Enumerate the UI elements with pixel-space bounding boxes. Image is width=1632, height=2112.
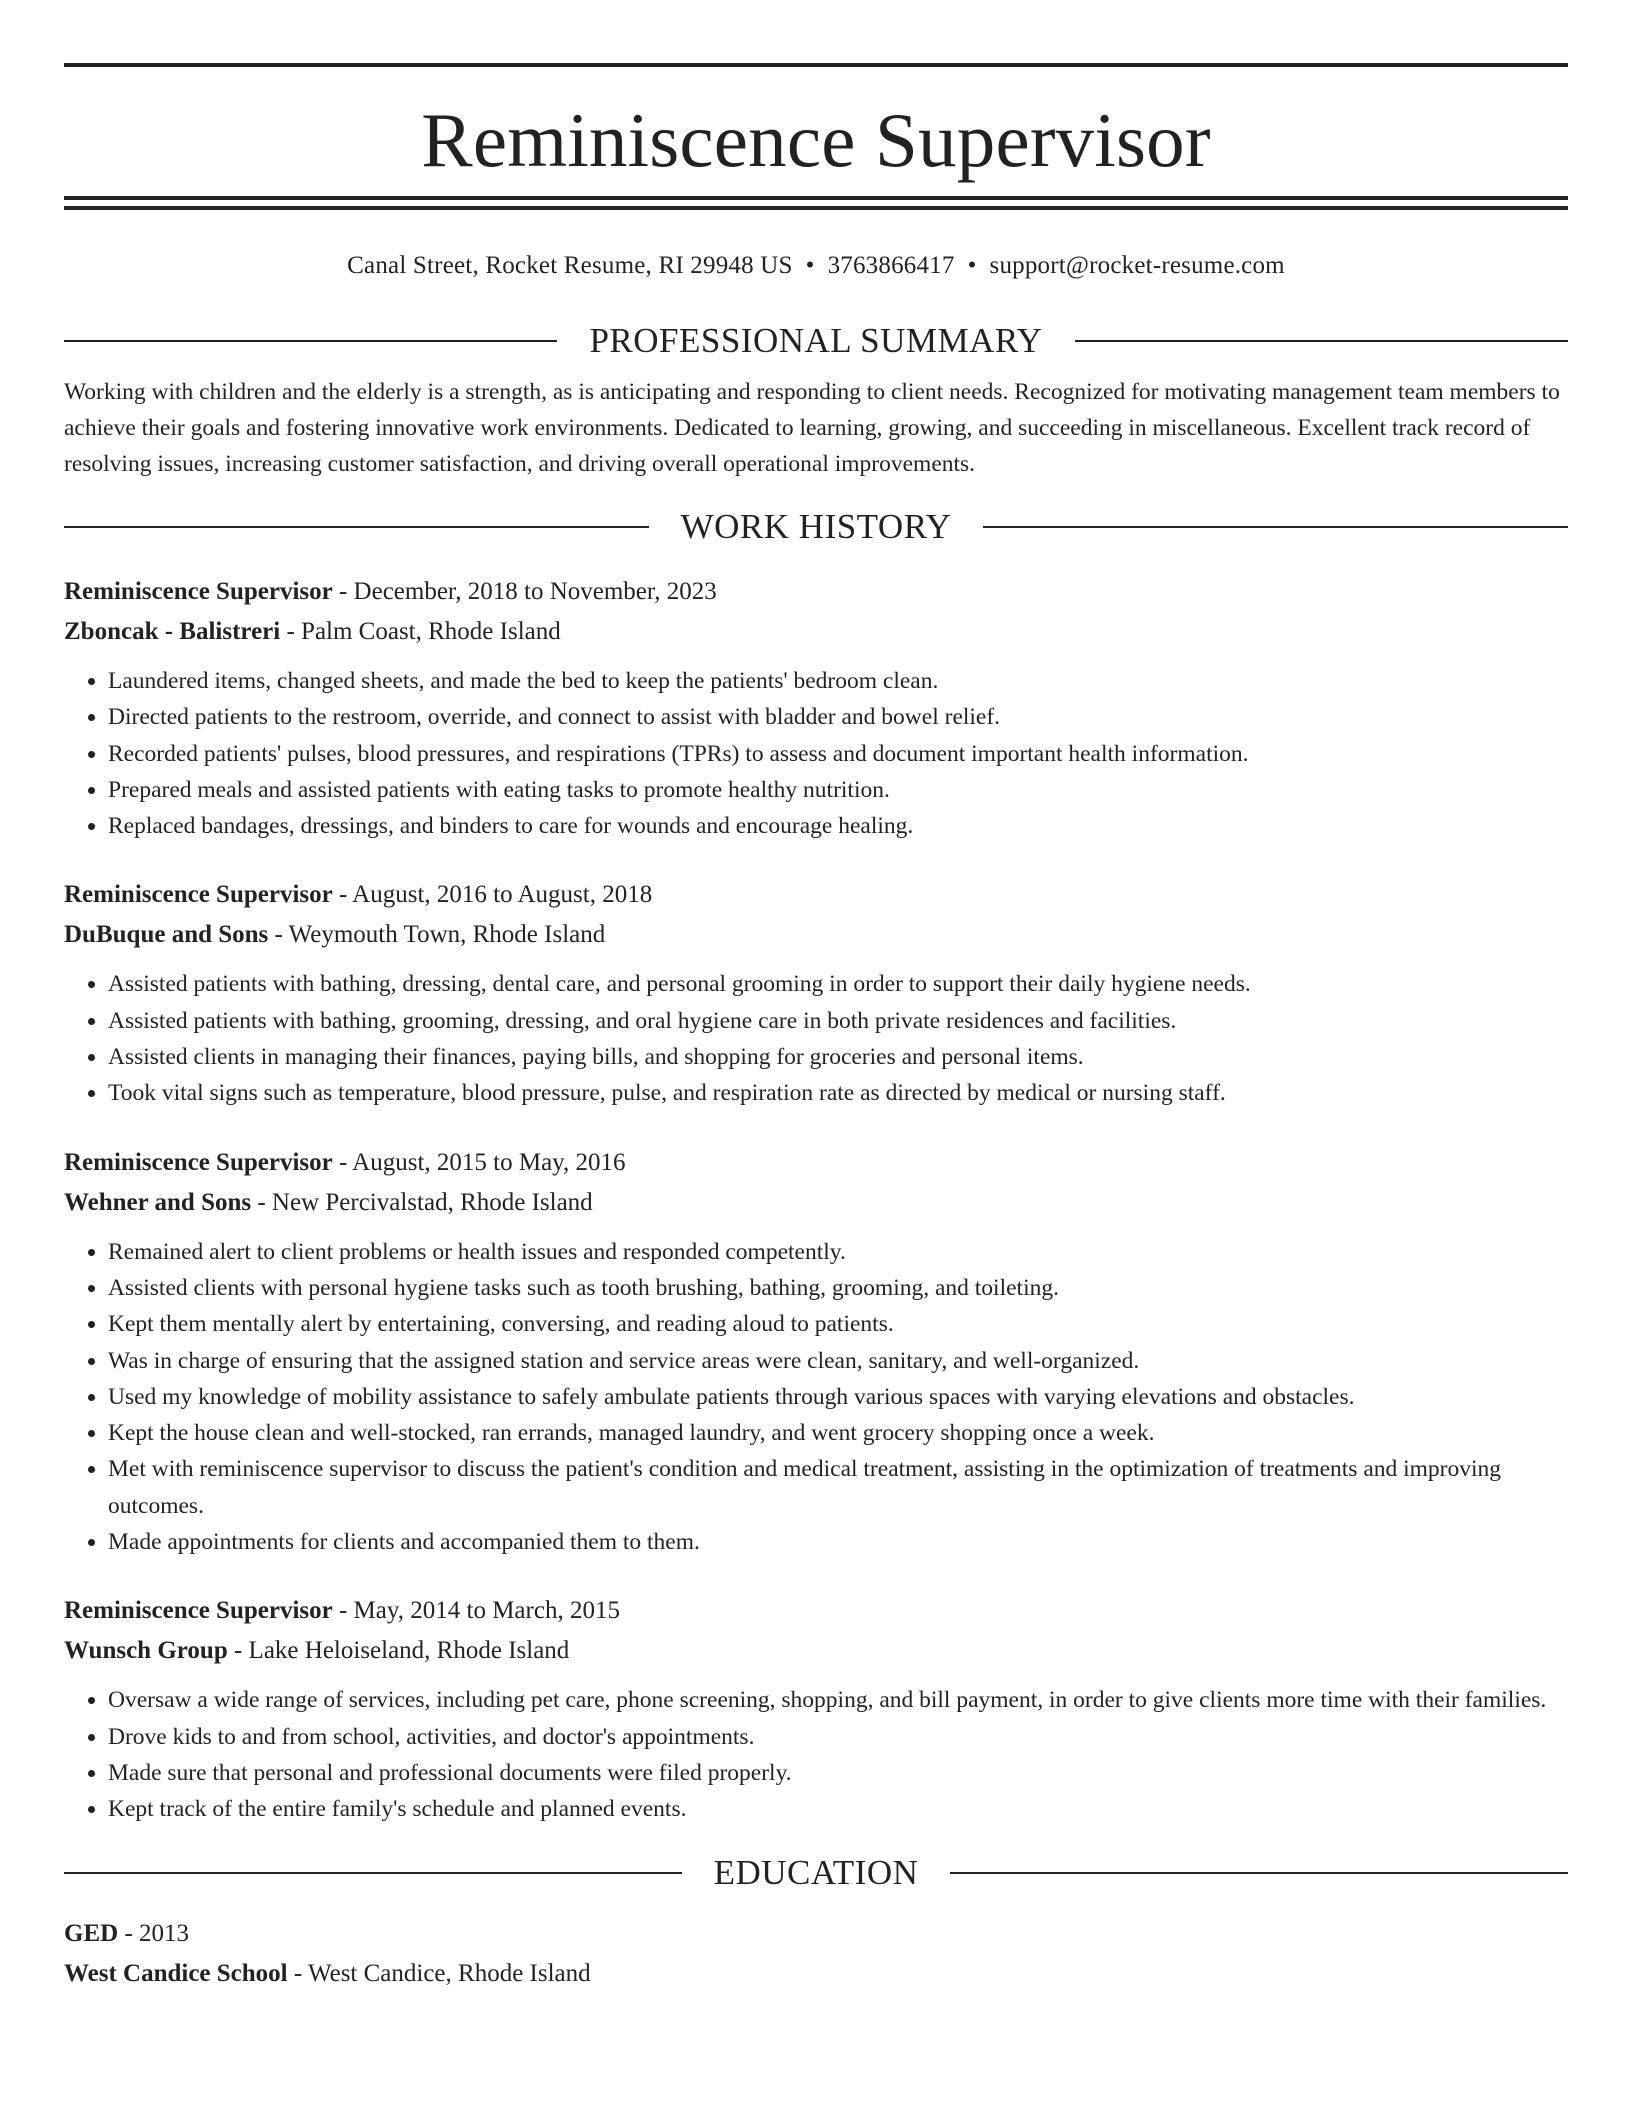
heading-rule-right	[983, 526, 1568, 528]
job-duty: • Laundered items, changed sheets, and made the bed to keep the patients' bedroom clean.	[108, 663, 1568, 699]
job-dates: - May, 2014 to March, 2015	[332, 1597, 620, 1625]
job-dates: - August, 2015 to May, 2016	[332, 1148, 626, 1176]
job-duty: • Directed patients to the restroom, override, and connect to assist with bladder and bowel relief.	[108, 699, 1568, 735]
heading-rule-left	[64, 526, 649, 528]
summary-heading-title: PROFESSIONAL SUMMARY	[589, 321, 1043, 360]
job-title-line	[64, 875, 1568, 915]
job-location: - Weymouth Town, Rhode Island	[268, 921, 606, 949]
job-duty: • Replaced bandages, dressings, and binders to care for wounds and encourage healing.	[108, 808, 1568, 844]
top-divider	[64, 63, 1568, 67]
job-company: Wunsch Group	[64, 1637, 228, 1665]
contact-separator: •	[805, 252, 815, 279]
job-location: - New Percivalstad, Rhode Island	[251, 1188, 593, 1216]
job-duty: • Recorded patients' pulses, blood pressures, and respirations (TPRs) to assess and document important health information.	[108, 736, 1568, 772]
job-duty: • Took vital signs such as temperature, blood pressure, pulse, and respiration rate as directed by medical or nursing staff.	[108, 1075, 1568, 1111]
education-degree: GED	[64, 1919, 119, 1947]
job-duty: • Kept the house clean and well-stocked, ran errands, managed laundry, and went grocery shopping once a week.	[108, 1415, 1568, 1451]
job-duty: • Prepared meals and assisted patients with eating tasks to promote healthy nutrition.	[108, 772, 1568, 808]
job-title: Reminiscence Supervisor	[64, 578, 333, 605]
job-title-line	[64, 572, 1568, 612]
job-duty: • Oversaw a wide range of services, including pet care, phone screening, shopping, and bill payment, in order to give clients more time with their families.	[108, 1682, 1568, 1718]
phone: 3763866417	[827, 252, 955, 279]
work-history-list	[64, 572, 1568, 1828]
job-entry	[64, 572, 1568, 844]
heading-rule-left	[64, 1872, 682, 1874]
job-duty: • Remained alert to client problems or health issues and responded competently.	[108, 1234, 1568, 1270]
education-heading	[64, 1850, 1568, 1896]
job-entry	[64, 1143, 1568, 1561]
job-duty: • Made appointments for clients and accompanied them to them.	[108, 1524, 1568, 1560]
work-history-heading-title: WORK HISTORY	[680, 507, 952, 546]
education-school: West Candice School	[64, 1959, 288, 1987]
heading-rule-right	[1075, 340, 1568, 342]
job-duty: • Made sure that personal and professional documents were filed properly.	[108, 1755, 1568, 1791]
job-duty: • Kept track of the entire family's schedule and planned events.	[108, 1791, 1568, 1827]
job-company-line	[64, 1631, 1568, 1671]
work-history-heading	[64, 504, 1568, 550]
contact-info	[64, 248, 1568, 284]
job-title: Reminiscence Supervisor	[64, 1148, 333, 1176]
contact-separator: •	[967, 252, 977, 279]
job-location: - Palm Coast, Rhode Island	[280, 618, 561, 645]
job-company-line	[64, 915, 1568, 955]
job-company-line	[64, 612, 1568, 652]
job-duty: • Kept them mentally alert by entertaining, conversing, and reading aloud to patients.	[108, 1306, 1568, 1342]
job-title: Reminiscence Supervisor	[64, 881, 333, 909]
summary-heading	[64, 318, 1568, 364]
education-year: - 2013	[118, 1919, 190, 1947]
job-duty: • Was in charge of ensuring that the assigned station and service areas were clean, sanitary, and well-organized.	[108, 1343, 1568, 1379]
job-duty: • Assisted clients with personal hygiene tasks such as tooth brushing, bathing, grooming, and toileting.	[108, 1270, 1568, 1306]
job-company: Wehner and Sons	[64, 1188, 252, 1216]
job-dates: - August, 2016 to August, 2018	[332, 881, 653, 909]
job-duty: • Assisted patients with bathing, grooming, dressing, and oral hygiene care in both private residences and facilities.	[108, 1003, 1568, 1039]
education-degree-line	[64, 1914, 1568, 1954]
job-company: DuBuque and Sons	[64, 921, 269, 949]
job-duties	[64, 966, 1568, 1111]
education-heading-title: EDUCATION	[713, 1852, 919, 1892]
job-location: - Lake Heloiseland, Rhode Island	[227, 1637, 570, 1665]
email: support@rocket-resume.com	[989, 252, 1285, 279]
job-entry	[64, 875, 1568, 1111]
job-company-line	[64, 1183, 1568, 1223]
heading-rule-right	[950, 1872, 1568, 1874]
job-duties	[64, 663, 1568, 844]
job-duty: • Assisted patients with bathing, dressing, dental care, and personal grooming in order to support their daily hygiene needs.	[108, 966, 1568, 1002]
heading-rule-left	[64, 340, 557, 342]
job-duties	[64, 1234, 1568, 1561]
job-company: Zboncak - Balistreri	[64, 618, 281, 645]
education-school-line	[64, 1954, 1568, 1994]
header-double-divider	[64, 196, 1568, 210]
education-entry	[64, 1914, 1568, 1994]
summary-text: Working with children and the elderly is a strength, as is anticipating and responding to client needs. Recognized for motivating management team members to achieve their goals and fostering innovative work environments. Dedicated to learning, growing, and succeeding in miscellaneous. Excellent track record of resolving issues, increasing customer satisfaction, and driving overall operational improvements.	[64, 379, 1560, 477]
job-title-line	[64, 1591, 1568, 1631]
job-dates: - December, 2018 to November, 2023	[332, 578, 717, 605]
job-duties	[64, 1682, 1568, 1827]
candidate-name: Reminiscence Supervisor	[421, 97, 1211, 183]
job-duty: • Used my knowledge of mobility assistance to safely ambulate patients through various spaces with varying elevations and obstacles.	[108, 1379, 1568, 1415]
job-duty: • Drove kids to and from school, activities, and doctor's appointments.	[108, 1719, 1568, 1755]
job-duty: • Assisted clients in managing their finances, paying bills, and shopping for groceries and personal items.	[108, 1039, 1568, 1075]
job-entry	[64, 1591, 1568, 1827]
education-location: - West Candice, Rhode Island	[287, 1959, 591, 1987]
job-duty: • Met with reminiscence supervisor to discuss the patient's condition and medical treatment, assisting in the optimization of treatments and improving outcomes.	[108, 1451, 1568, 1524]
job-title: Reminiscence Supervisor	[64, 1597, 333, 1625]
address: Canal Street, Rocket Resume, RI 29948 US	[347, 252, 793, 279]
job-title-line	[64, 1143, 1568, 1183]
